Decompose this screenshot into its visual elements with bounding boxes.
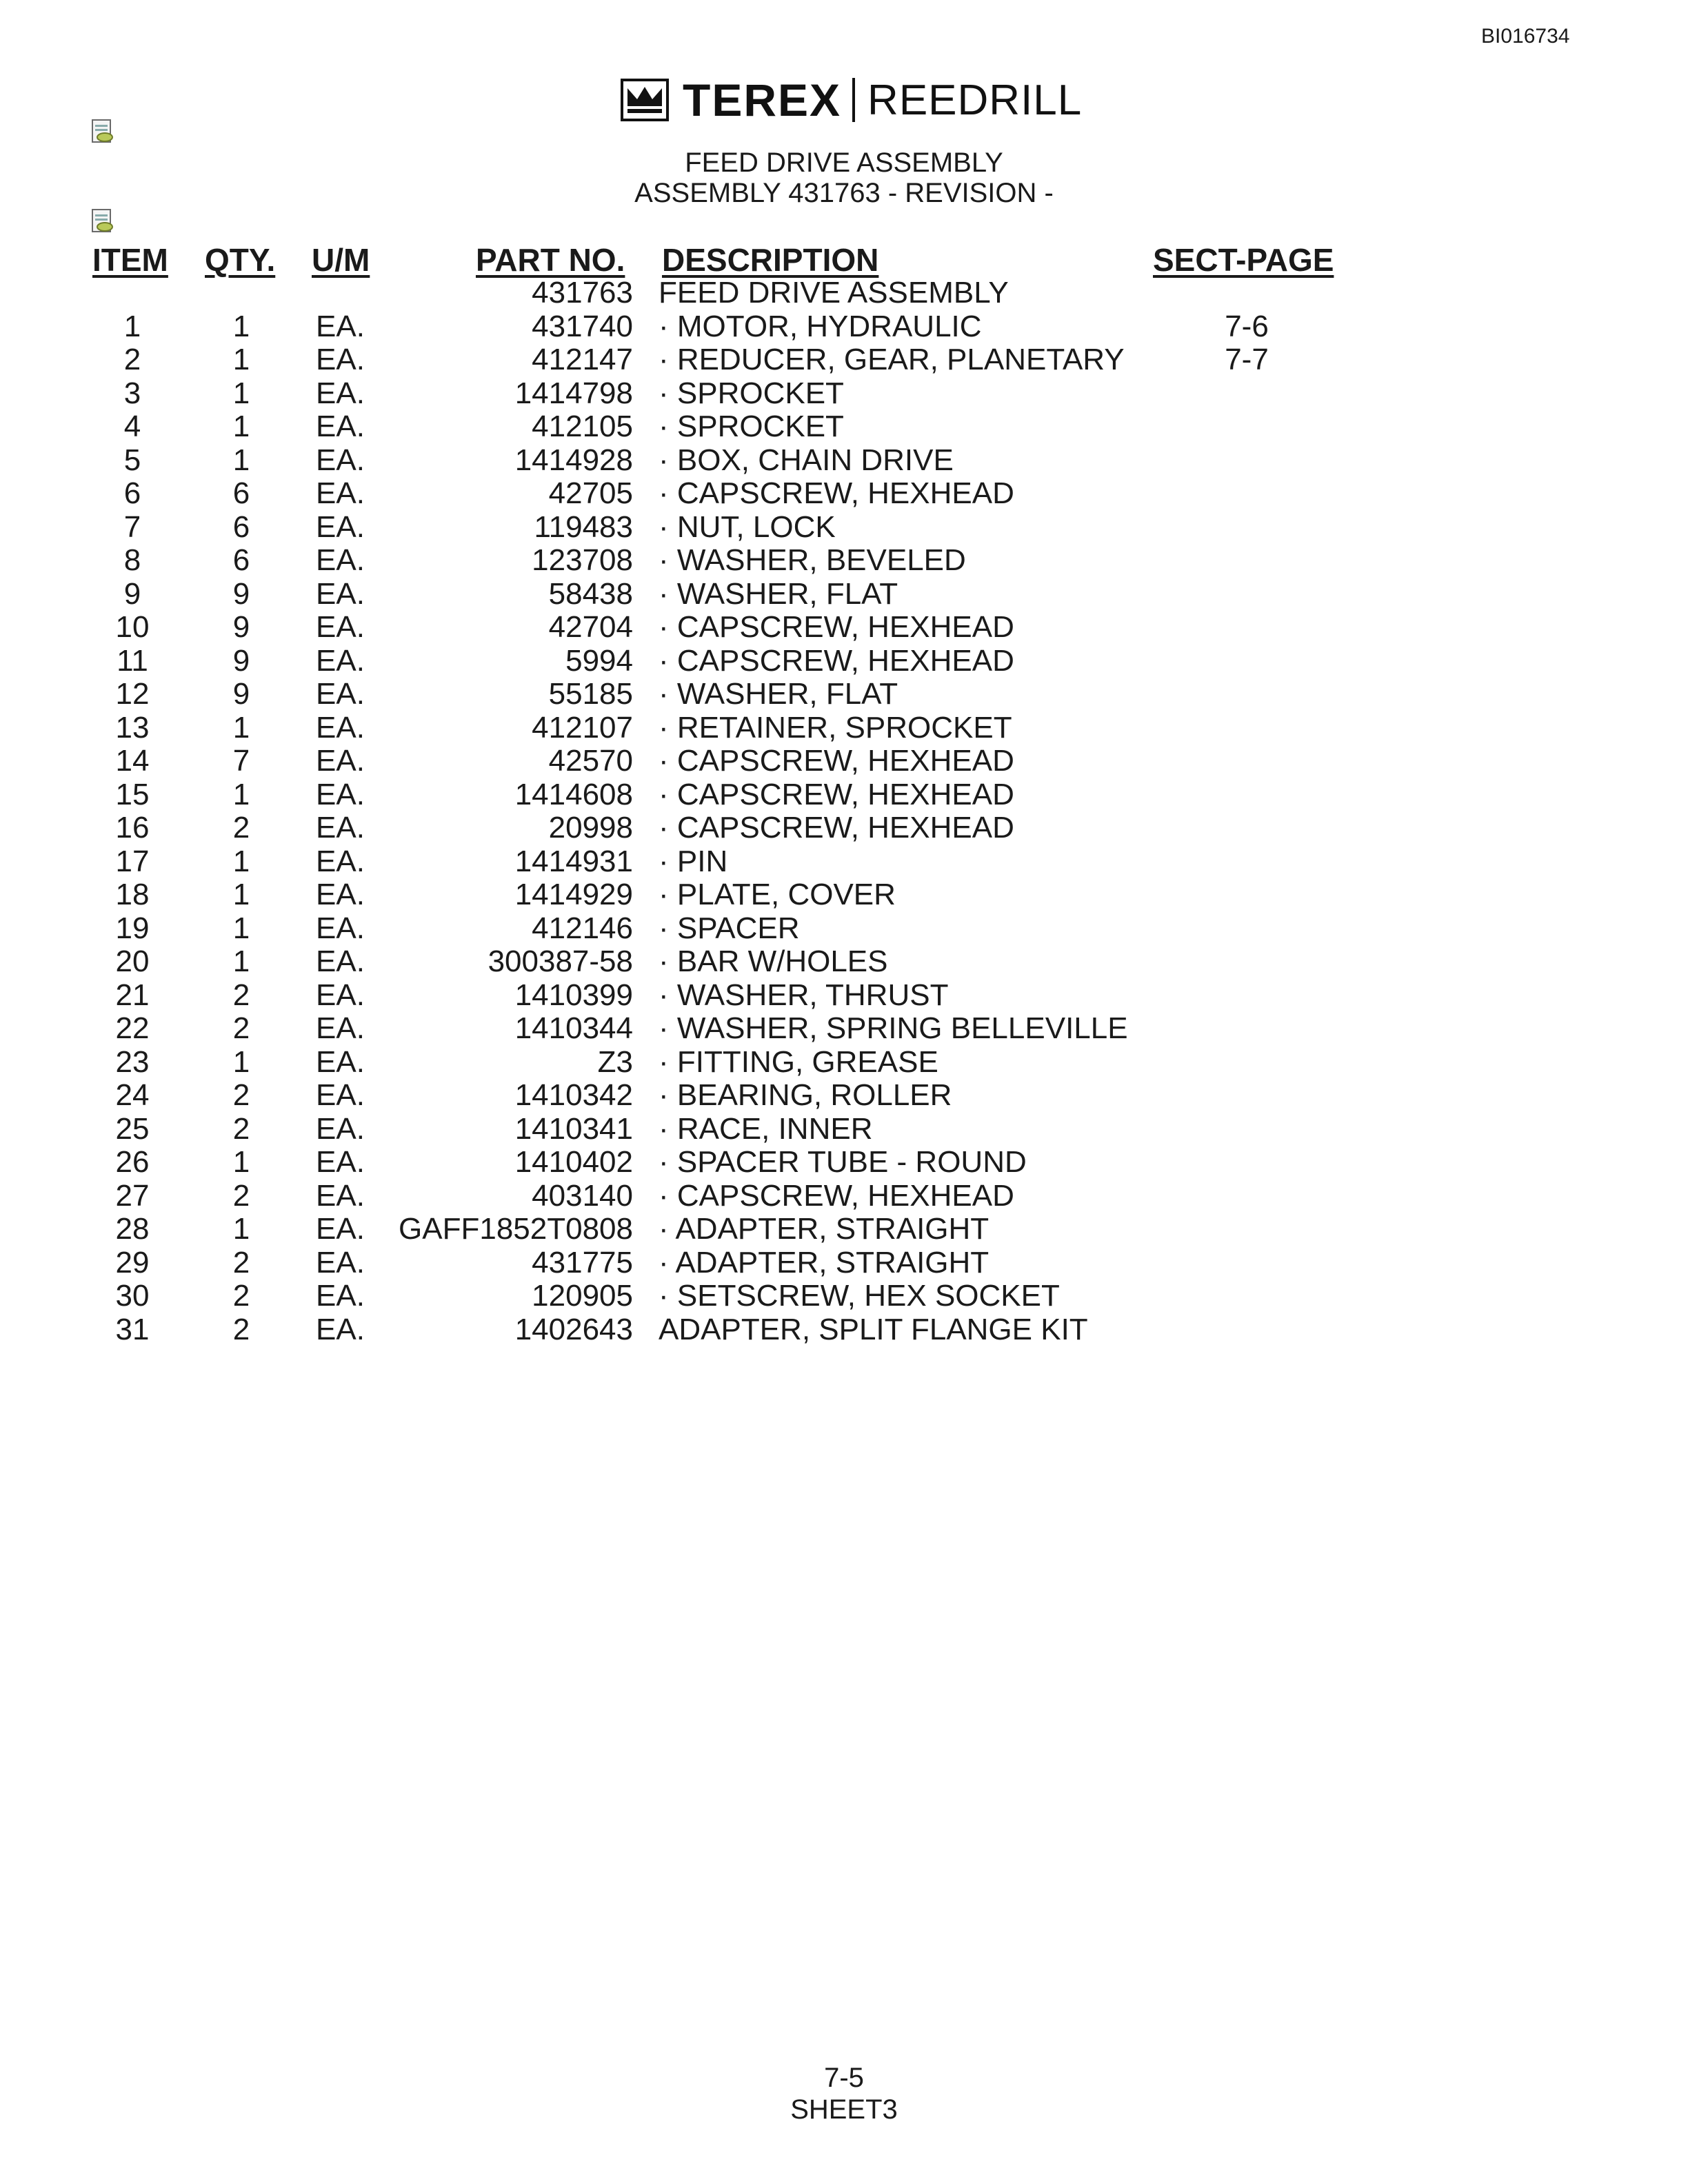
title-line-2: ASSEMBLY 431763 - REVISION - xyxy=(634,178,1054,208)
cell-qty: 1 xyxy=(232,376,250,410)
cell-item: 19 xyxy=(115,911,150,945)
cell-item: 5 xyxy=(123,443,141,477)
cell-part-no: 431740 xyxy=(532,309,633,343)
table-row xyxy=(0,476,1688,510)
logo-brand: TEREX xyxy=(683,74,842,125)
cell-um: EA. xyxy=(316,1312,365,1346)
cell-description: · SPACER xyxy=(659,911,800,945)
title-line-1: FEED DRIVE ASSEMBLY xyxy=(685,148,1003,178)
cell-part-no: 42705 xyxy=(548,476,633,510)
cell-item: 6 xyxy=(123,476,141,510)
header-part-no: PART NO. xyxy=(476,242,625,278)
table-row xyxy=(0,543,1688,577)
cell-qty: 9 xyxy=(232,677,250,711)
cell-item: 31 xyxy=(115,1312,150,1346)
logo-product: REEDRILL xyxy=(867,76,1083,124)
table-row xyxy=(0,1279,1688,1313)
cell-item: 2 xyxy=(123,343,141,376)
cell-description: · SPROCKET xyxy=(659,410,844,443)
table-row xyxy=(0,845,1688,878)
cell-item: 1 xyxy=(123,309,141,343)
cell-qty: 1 xyxy=(232,710,250,745)
cell-part-no: 1410344 xyxy=(514,1011,633,1045)
cell-description: · BAR W/HOLES xyxy=(659,944,888,978)
header-qty: QTY. xyxy=(205,242,276,278)
cell-qty: 1 xyxy=(232,1044,250,1079)
cell-qty: 1 xyxy=(232,309,250,343)
cell-part-no: GAFF1852T0808 xyxy=(399,1212,633,1246)
cell-description: · SETSCREW, HEX SOCKET xyxy=(659,1279,1060,1313)
cell-description: · CAPSCREW, HEXHEAD xyxy=(659,777,1014,811)
cell-qty: 1 xyxy=(232,443,250,477)
cell-item: 26 xyxy=(115,1145,150,1179)
cell-part-no: 1402643 xyxy=(514,1312,633,1346)
cell-item: 16 xyxy=(115,811,150,845)
cell-qty: 2 xyxy=(232,811,250,845)
sheet-label: SHEET3 xyxy=(790,2094,898,2125)
cell-description: · SPROCKET xyxy=(659,376,844,410)
cell-qty: 2 xyxy=(232,1178,250,1213)
cell-qty: 1 xyxy=(232,343,250,376)
cell-qty: 6 xyxy=(232,476,250,510)
document-id: BI016734 xyxy=(1481,25,1570,48)
cell-um: EA. xyxy=(316,1279,365,1313)
table-row xyxy=(0,610,1688,644)
cell-description: · ADAPTER, STRAIGHT xyxy=(659,1245,989,1280)
cell-part-no: 1410341 xyxy=(514,1111,633,1146)
cell-um: EA. xyxy=(316,811,365,845)
cell-item: 8 xyxy=(123,543,141,577)
cell-um: EA. xyxy=(316,309,365,343)
cell-item: 28 xyxy=(115,1212,150,1246)
cell-description: FEED DRIVE ASSEMBLY xyxy=(659,276,1009,310)
cell-part-no: 412107 xyxy=(532,710,633,745)
cell-description: · CAPSCREW, HEXHEAD xyxy=(659,1178,1014,1213)
table-row xyxy=(0,878,1688,911)
cell-um: EA. xyxy=(316,610,365,644)
cell-description: · WASHER, SPRING BELLEVILLE xyxy=(659,1011,1128,1045)
cell-description: · NUT, LOCK xyxy=(659,509,836,544)
cell-part-no: 412105 xyxy=(532,410,633,443)
table-row xyxy=(0,744,1688,778)
cell-item: 9 xyxy=(123,576,141,611)
cell-item: 29 xyxy=(115,1245,150,1280)
cell-part-no: 1410399 xyxy=(514,978,633,1012)
cell-description: · CAPSCREW, HEXHEAD xyxy=(659,744,1014,778)
table-row xyxy=(0,811,1688,845)
cell-sect-page: 7-6 xyxy=(1225,309,1269,343)
cell-um: EA. xyxy=(316,911,365,945)
table-row xyxy=(0,577,1688,611)
cell-qty: 6 xyxy=(232,543,250,577)
cell-description: · BEARING, ROLLER xyxy=(659,1078,952,1112)
cell-item: 11 xyxy=(117,643,148,678)
cell-qty: 1 xyxy=(232,878,250,911)
cell-sect-page: 7-7 xyxy=(1225,343,1269,376)
table-row xyxy=(0,276,1688,310)
cell-um: EA. xyxy=(316,744,365,778)
header-sect-page: SECT-PAGE xyxy=(1153,242,1334,278)
table-row xyxy=(0,778,1688,811)
cell-um: EA. xyxy=(316,677,365,711)
cell-item: 13 xyxy=(115,710,150,745)
cell-item: 21 xyxy=(115,978,150,1012)
header-item: ITEM xyxy=(92,242,168,278)
cell-item: 10 xyxy=(115,610,150,644)
table-row xyxy=(0,911,1688,945)
cell-qty: 6 xyxy=(232,509,250,544)
table-row xyxy=(0,443,1688,477)
cell-qty: 2 xyxy=(232,1011,250,1045)
cell-qty: 2 xyxy=(232,1245,250,1280)
cell-um: EA. xyxy=(316,1078,365,1112)
cell-um: EA. xyxy=(316,978,365,1012)
cell-part-no: 1410342 xyxy=(514,1078,633,1112)
cell-description: · CAPSCREW, HEXHEAD xyxy=(659,811,1014,845)
table-row xyxy=(0,410,1688,443)
table-row xyxy=(0,1179,1688,1213)
cell-part-no: 1414798 xyxy=(514,376,633,410)
cell-part-no: 123708 xyxy=(532,543,633,577)
cell-part-no: 58438 xyxy=(548,576,633,611)
cell-item: 30 xyxy=(115,1279,150,1313)
cell-item: 18 xyxy=(115,878,150,911)
cell-um: EA. xyxy=(316,1011,365,1045)
cell-description: · RACE, INNER xyxy=(659,1111,873,1146)
cell-qty: 1 xyxy=(232,777,250,811)
cell-um: EA. xyxy=(316,944,365,978)
cell-description: · CAPSCREW, HEXHEAD xyxy=(659,610,1014,644)
table-row xyxy=(0,1078,1688,1112)
cell-part-no: 300387-58 xyxy=(488,944,633,978)
cell-item: 17 xyxy=(115,844,150,878)
cell-um: EA. xyxy=(316,1212,365,1246)
cell-item: 23 xyxy=(115,1044,150,1079)
cell-description: · BOX, CHAIN DRIVE xyxy=(659,443,954,477)
cell-part-no: 5994 xyxy=(565,643,633,678)
cell-qty: 1 xyxy=(232,410,250,443)
cell-um: EA. xyxy=(316,443,365,477)
cell-um: EA. xyxy=(316,410,365,443)
cell-um: EA. xyxy=(316,878,365,911)
table-row xyxy=(0,310,1688,343)
cell-qty: 9 xyxy=(232,643,250,678)
table-row xyxy=(0,644,1688,678)
document-attachment-icon[interactable] xyxy=(91,208,114,234)
cell-qty: 1 xyxy=(232,1212,250,1246)
cell-part-no: 42704 xyxy=(548,610,633,644)
cell-part-no: 119483 xyxy=(534,509,633,544)
cell-um: EA. xyxy=(316,1044,365,1079)
table-row xyxy=(0,711,1688,745)
cell-qty: 2 xyxy=(232,978,250,1012)
cell-qty: 1 xyxy=(232,844,250,878)
cell-um: EA. xyxy=(316,844,365,878)
cell-qty: 1 xyxy=(232,1145,250,1179)
cell-description: · MOTOR, HYDRAULIC xyxy=(659,309,982,343)
table-row xyxy=(0,1246,1688,1280)
cell-description: · CAPSCREW, HEXHEAD xyxy=(659,476,1014,510)
cell-part-no: 120905 xyxy=(532,1279,633,1313)
cell-description: · ADAPTER, STRAIGHT xyxy=(659,1212,989,1246)
cell-part-no: 412146 xyxy=(532,911,633,945)
cell-item: 25 xyxy=(115,1111,150,1146)
terex-reedrill-logo xyxy=(621,76,1082,124)
cell-qty: 1 xyxy=(232,944,250,978)
table-row xyxy=(0,1112,1688,1146)
cell-item: 4 xyxy=(123,410,141,443)
cell-part-no: 1414931 xyxy=(514,844,633,878)
cell-um: EA. xyxy=(316,543,365,577)
cell-item: 27 xyxy=(115,1178,150,1213)
cell-qty: 7 xyxy=(232,744,250,778)
terex-crown-emblem-icon xyxy=(621,79,669,121)
cell-um: EA. xyxy=(316,509,365,544)
table-row xyxy=(0,944,1688,978)
table-row xyxy=(0,1145,1688,1179)
cell-item: 14 xyxy=(115,744,150,778)
cell-description: · WASHER, FLAT xyxy=(659,677,898,711)
cell-qty: 2 xyxy=(232,1279,250,1313)
logo-divider xyxy=(852,78,855,122)
table-row xyxy=(0,1045,1688,1079)
cell-um: EA. xyxy=(316,1145,365,1179)
table-row xyxy=(0,1011,1688,1045)
cell-item: 20 xyxy=(115,944,150,978)
cell-description: · CAPSCREW, HEXHEAD xyxy=(659,643,1014,678)
cell-description: · FITTING, GREASE xyxy=(659,1044,938,1079)
cell-part-no: 1410402 xyxy=(514,1145,633,1179)
cell-um: EA. xyxy=(316,710,365,745)
cell-um: EA. xyxy=(316,777,365,811)
cell-part-no: 20998 xyxy=(548,811,633,845)
cell-um: EA. xyxy=(316,343,365,376)
cell-um: EA. xyxy=(316,476,365,510)
header-um: U/M xyxy=(312,242,370,278)
table-row xyxy=(0,978,1688,1012)
cell-description: · PLATE, COVER xyxy=(659,878,896,911)
cell-part-no: 1414928 xyxy=(514,443,633,477)
cell-part-no: Z3 xyxy=(597,1044,633,1079)
cell-qty: 2 xyxy=(232,1078,250,1112)
page-number: 7-5 xyxy=(824,2063,864,2093)
cell-item: 12 xyxy=(115,677,150,711)
cell-description: ADAPTER, SPLIT FLANGE KIT xyxy=(659,1312,1088,1346)
table-row xyxy=(0,677,1688,711)
cell-description: · SPACER TUBE - ROUND xyxy=(659,1145,1027,1179)
cell-part-no: 431775 xyxy=(532,1245,633,1280)
cell-description: · REDUCER, GEAR, PLANETARY xyxy=(659,343,1125,376)
header-description: DESCRIPTION xyxy=(662,242,879,278)
cell-description: · WASHER, FLAT xyxy=(659,576,898,611)
table-row xyxy=(0,1313,1688,1346)
cell-part-no: 42570 xyxy=(548,744,633,778)
cell-um: EA. xyxy=(316,643,365,678)
document-attachment-icon[interactable] xyxy=(91,119,114,145)
cell-description: · WASHER, BEVELED xyxy=(659,543,966,577)
cell-qty: 1 xyxy=(232,911,250,945)
cell-qty: 2 xyxy=(232,1312,250,1346)
cell-part-no: 431763 xyxy=(532,276,633,310)
cell-part-no: 412147 xyxy=(532,343,633,376)
cell-item: 3 xyxy=(123,376,141,410)
cell-qty: 2 xyxy=(232,1111,250,1146)
cell-um: EA. xyxy=(316,1178,365,1213)
cell-item: 15 xyxy=(115,777,150,811)
table-row xyxy=(0,343,1688,376)
cell-um: EA. xyxy=(316,576,365,611)
cell-um: EA. xyxy=(316,376,365,410)
cell-part-no: 1414608 xyxy=(514,777,633,811)
cell-qty: 9 xyxy=(232,610,250,644)
cell-part-no: 1414929 xyxy=(514,878,633,911)
cell-um: EA. xyxy=(316,1245,365,1280)
cell-description: · WASHER, THRUST xyxy=(659,978,949,1012)
cell-description: · RETAINER, SPROCKET xyxy=(659,710,1012,745)
cell-description: · PIN xyxy=(659,844,728,878)
cell-um: EA. xyxy=(316,1111,365,1146)
table-row xyxy=(0,1212,1688,1246)
cell-part-no: 403140 xyxy=(532,1178,633,1213)
cell-item: 22 xyxy=(115,1011,150,1045)
cell-part-no: 55185 xyxy=(548,677,633,711)
table-row xyxy=(0,376,1688,410)
cell-item: 24 xyxy=(115,1078,150,1112)
cell-item: 7 xyxy=(123,509,141,544)
table-row xyxy=(0,510,1688,544)
cell-qty: 9 xyxy=(232,576,250,611)
